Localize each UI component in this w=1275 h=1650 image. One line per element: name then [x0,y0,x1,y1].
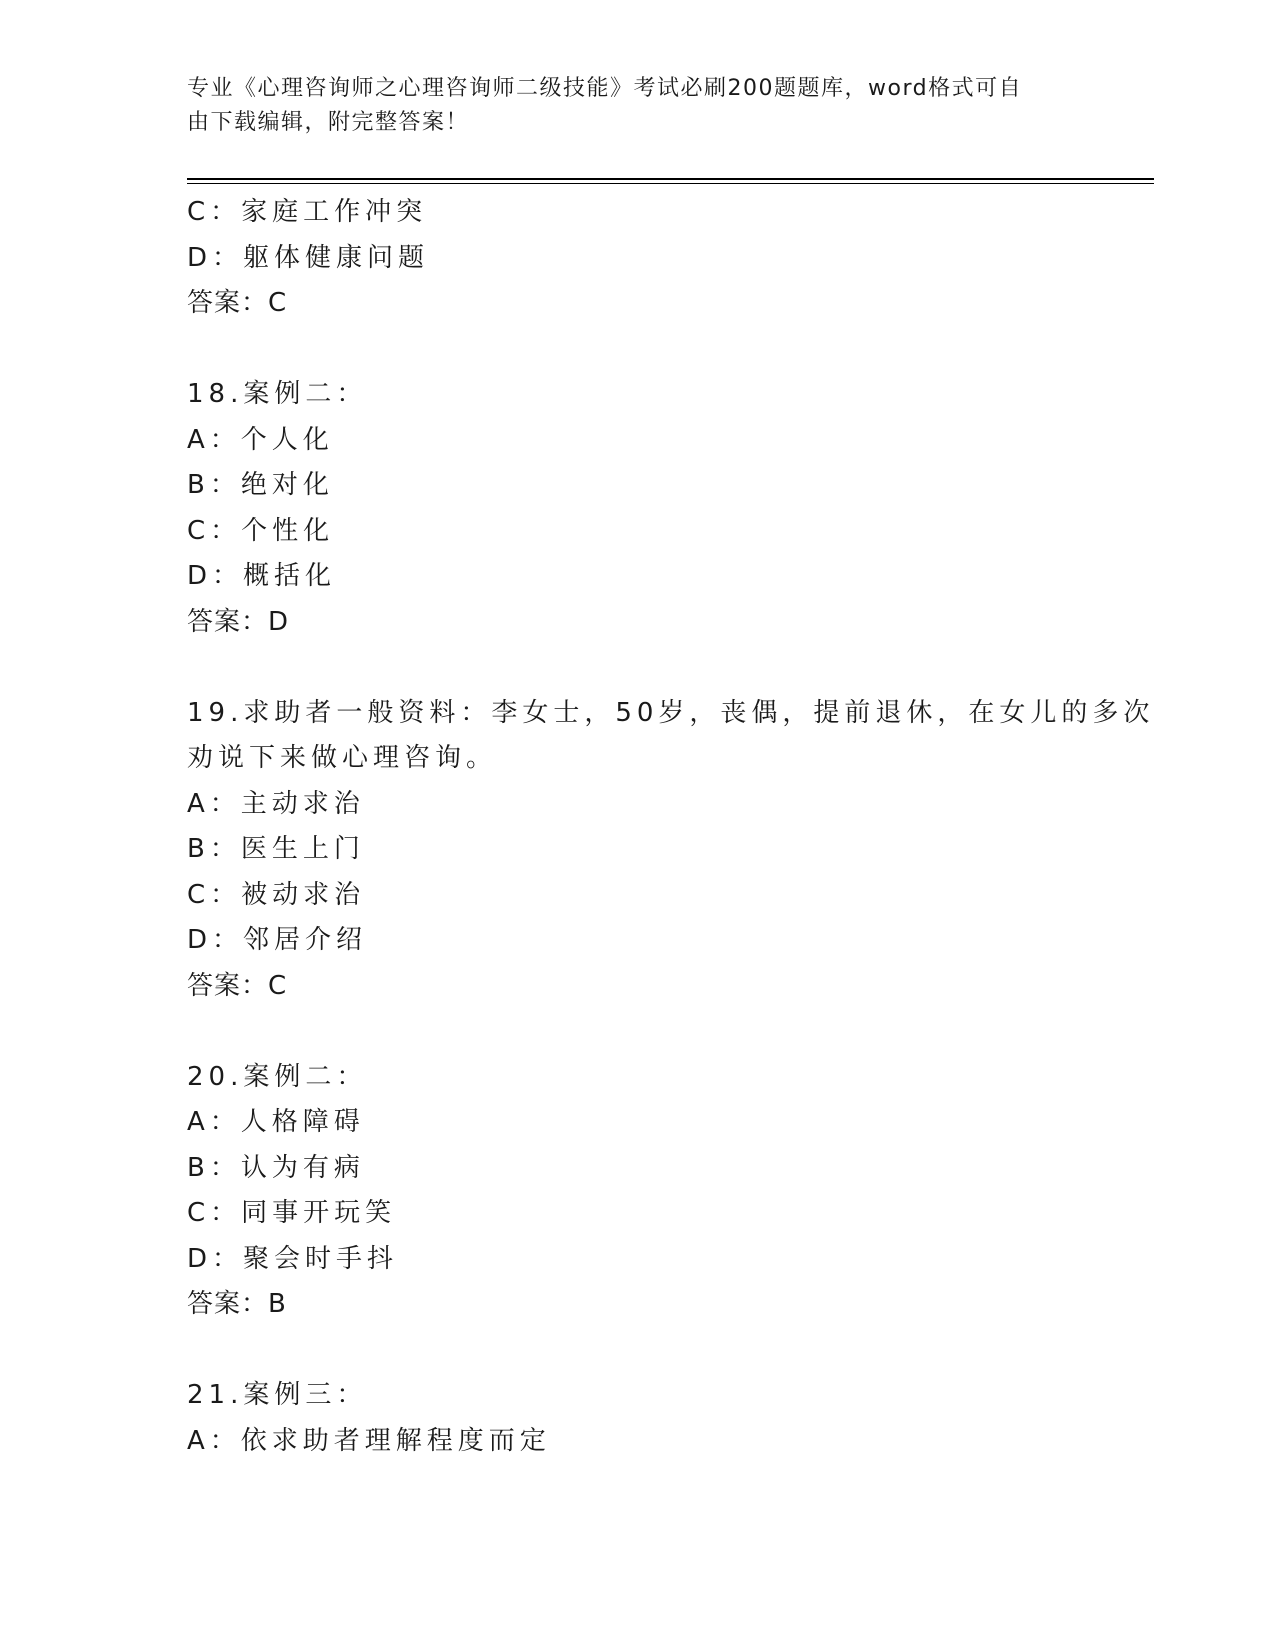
document-header [187,72,1087,140]
question-21 [187,1373,1087,1464]
option-a: A：个人化 [187,424,334,455]
option-c: C：家庭工作冲突 [187,197,428,227]
question-list [187,190,1155,1464]
header-divider-thick [187,178,1154,180]
option-d: D：躯体健康问题 [187,242,430,273]
option-d: D：聚会时手抖 [187,1243,399,1274]
question-text: 21.案例三： [187,1380,368,1410]
question-19 [187,691,1155,1010]
question-18 [187,372,1087,645]
header-line-2: 由下载编辑，附完整答案！ [187,110,470,135]
question-text-line-1: 19.求助者一般资料：李女士，50岁，丧偶，提前退休，在女儿的多次 [187,697,1155,728]
header-line-1: 专业《心理咨询师之心理咨询师二级技能》考试必刷200题题库，word格式可自 [187,76,1023,101]
option-a: A：依求助者理解程度而定 [187,1425,551,1456]
option-d: D：概括化 [187,561,337,591]
question-text: 18.案例二： [187,379,368,409]
option-b: B：医生上门 [187,834,365,864]
option-d: D：邻居介绍 [187,925,368,955]
question-20 [187,1055,1087,1328]
answer: 答案：C [187,288,288,318]
option-a: A：人格障碍 [187,1107,365,1137]
option-c: C：个性化 [187,515,335,546]
header-divider-thin [187,183,1154,184]
option-c: C：被动求治 [187,879,366,910]
answer: 答案：B [187,1289,287,1319]
answer: 答案：C [187,970,288,1001]
question-text: 20.案例二： [187,1061,368,1092]
question-17 [187,190,1087,327]
option-b: B：绝对化 [187,470,334,500]
answer: 答案：D [187,606,290,637]
option-b: B：认为有病 [187,1152,365,1183]
option-c: C：同事开玩笑 [187,1198,397,1228]
option-a: A：主动求治 [187,788,365,819]
question-text-line-2: 劝说下来做心理咨询。 [187,743,498,773]
